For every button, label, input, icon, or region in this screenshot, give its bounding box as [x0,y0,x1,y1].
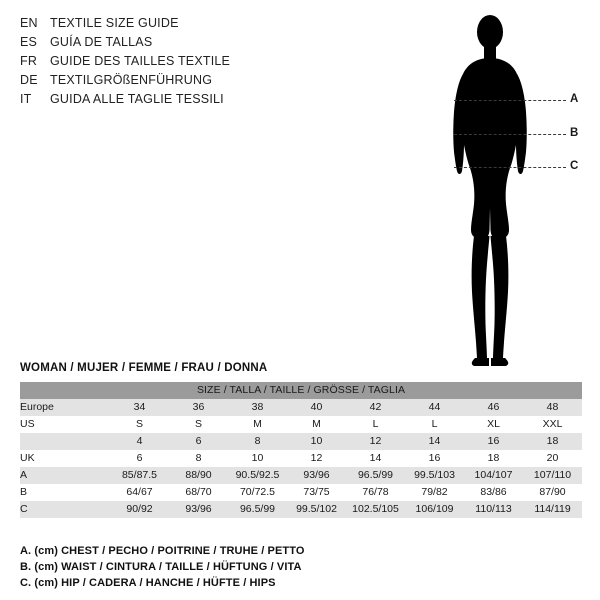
language-code-es: ES [20,35,38,49]
table-header-row [20,382,582,399]
cell: 96.5/99 [228,501,287,518]
cell: 14 [346,450,405,467]
table-row [20,450,582,467]
cell: 70/72.5 [228,484,287,501]
cell: 90/92 [110,501,169,518]
chest-measure-line [454,100,566,101]
waist-measure-line [454,134,566,135]
cell: 68/70 [169,484,228,501]
table-row [20,433,582,450]
row-label-a: A [20,467,110,484]
cell: XL [464,416,523,433]
size-table [20,382,582,518]
cell: S [110,416,169,433]
cell: 107/110 [523,467,582,484]
cell: 83/86 [464,484,523,501]
cell: 20 [523,450,582,467]
cell: 48 [523,399,582,416]
language-code-de: DE [20,73,38,87]
cell: 99.5/102 [287,501,346,518]
cell: 40 [287,399,346,416]
cell: M [287,416,346,433]
table-header-label: SIZE / TALLA / TAILLE / GRÖSSE / TAGLIA [20,382,582,399]
hip-measure-label: C [570,160,579,172]
cell: 14 [405,433,464,450]
row-label-c: C [20,501,110,518]
table-row [20,484,582,501]
cell: L [405,416,464,433]
cell: 10 [228,450,287,467]
cell: 88/90 [169,467,228,484]
language-text-es: GUÍA DE TALLAS [50,35,153,49]
cell: 64/67 [110,484,169,501]
cell: 73/75 [287,484,346,501]
cell: XXL [523,416,582,433]
cell: 12 [287,450,346,467]
language-text-fr: GUIDE DES TAILLES TEXTILE [50,54,231,68]
chest-measure-label: A [570,93,579,105]
language-row-it [20,92,400,111]
cell: 46 [464,399,523,416]
cell: 34 [110,399,169,416]
legend-row-a: A. (cm) CHEST / PECHO / POITRINE / TRUHE / PETTO [20,545,305,557]
row-label-uk: UK [20,450,110,467]
legend-row-b: B. (cm) WAIST / CINTURA / TAILLE / HÜFTUNG / VITA [20,561,302,573]
cell: 93/96 [169,501,228,518]
cell: 6 [169,433,228,450]
language-title-list [20,16,400,111]
cell: M [228,416,287,433]
row-label-us: US [20,416,110,433]
row-label-europe: Europe [20,399,110,416]
cell: 36 [169,399,228,416]
language-code-it: IT [20,92,32,106]
language-row-es [20,35,400,54]
cell: 8 [169,450,228,467]
language-row-de [20,73,400,92]
cell: 90.5/92.5 [228,467,287,484]
size-table-container [20,382,582,518]
cell: 106/109 [405,501,464,518]
row-label-us-numeric [20,433,110,450]
waist-measure-label: B [570,127,579,139]
language-code-en: EN [20,16,38,30]
cell: 96.5/99 [346,467,405,484]
cell: 104/107 [464,467,523,484]
row-label-b: B [20,484,110,501]
measurement-figure [400,8,590,368]
cell: 44 [405,399,464,416]
cell: 76/78 [346,484,405,501]
cell: 102.5/105 [346,501,405,518]
language-text-en: TEXTILE SIZE GUIDE [50,16,179,30]
cell: 8 [228,433,287,450]
language-code-fr: FR [20,54,38,68]
cell: 87/90 [523,484,582,501]
woman-silhouette-icon [430,8,550,368]
cell: 114/119 [523,501,582,518]
cell: 18 [523,433,582,450]
table-row [20,467,582,484]
section-title: WOMAN / MUJER / FEMME / FRAU / DONNA [20,362,268,374]
cell: L [346,416,405,433]
cell: 79/82 [405,484,464,501]
cell: 93/96 [287,467,346,484]
cell: 16 [405,450,464,467]
cell: 16 [464,433,523,450]
language-text-de: TEXTILGRÖßENFÜHRUNG [50,73,213,87]
cell: 6 [110,450,169,467]
cell: 4 [110,433,169,450]
measurement-legend [20,543,580,591]
language-row-en [20,16,400,35]
cell: 99.5/103 [405,467,464,484]
language-row-fr [20,54,400,73]
table-row [20,501,582,518]
table-row [20,399,582,416]
cell: S [169,416,228,433]
table-row [20,416,582,433]
cell: 85/87.5 [110,467,169,484]
language-text-it: GUIDA ALLE TAGLIE TESSILI [50,92,224,106]
cell: 12 [346,433,405,450]
cell: 18 [464,450,523,467]
legend-row-c: C. (cm) HIP / CADERA / HANCHE / HÜFTE / HIPS [20,577,276,589]
hip-measure-line [454,167,566,168]
cell: 10 [287,433,346,450]
cell: 42 [346,399,405,416]
cell: 38 [228,399,287,416]
cell: 110/113 [464,501,523,518]
